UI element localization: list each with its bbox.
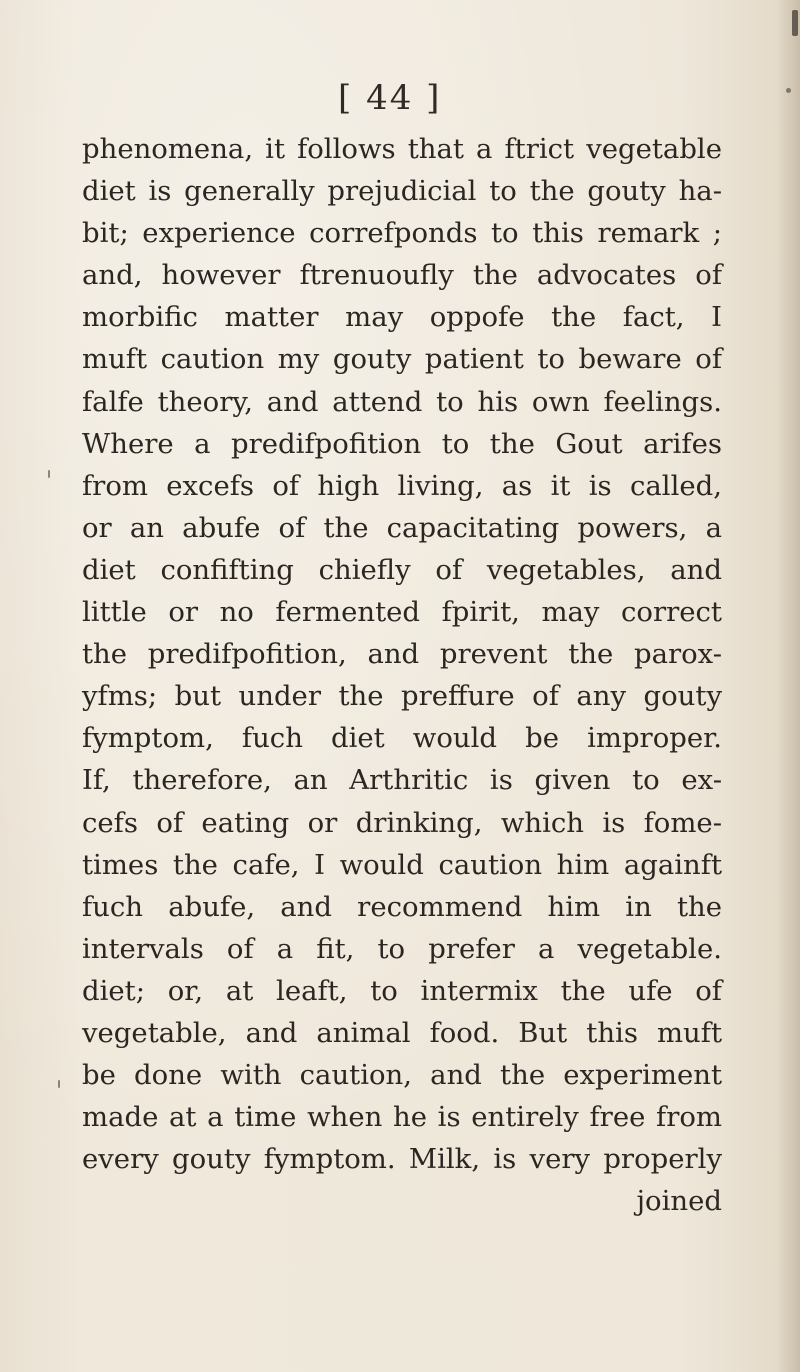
- body-text: [82, 128, 722, 1222]
- text-line: cefs of eating or drinking, which is fome-: [82, 806, 722, 839]
- text-line: falfe theory, and attend to his own feelings.: [82, 385, 722, 418]
- text-line: times the cafe, I would caution him againft: [82, 848, 722, 881]
- ink-speck: [48, 470, 50, 478]
- text-line: Where a predifpofition to the Gout arifes: [82, 427, 722, 460]
- catchword: joined: [636, 1185, 722, 1218]
- text-line: yfms; but under the preffure of any gouty: [82, 680, 722, 713]
- text-line: fuch abufe, and recommend him in the: [82, 890, 722, 923]
- text-line: phenomena, it follows that a ftrict vegetable: [82, 133, 722, 165]
- text-line: vegetable, and animal food. But this muft: [82, 1016, 722, 1049]
- text-line: from excefs of high living, as it is called,: [82, 469, 722, 502]
- text-line: diet is generally prejudicial to the gouty ha-: [82, 175, 722, 208]
- text-line: morbific matter may oppofe the fact, I: [82, 301, 722, 334]
- text-line: bit; experience correfponds to this remark ;: [82, 217, 722, 250]
- text-line: little or no fermented fpirit, may correct: [82, 596, 722, 629]
- text-line: made at a time when he is entirely free from: [82, 1101, 722, 1134]
- text-line: diet; or, at leaft, to intermix the ufe of: [82, 974, 722, 1007]
- text-line: fymptom, fuch diet would be improper.: [82, 722, 722, 755]
- ink-speck: [792, 10, 798, 36]
- page-edge-shadow: [776, 0, 800, 1372]
- text-line: diet confifting chiefly of vegetables, and: [82, 553, 722, 586]
- text-line: the predifpofition, and prevent the parox-: [82, 638, 722, 671]
- text-line: every gouty fymptom. Milk, is very properly: [82, 1143, 722, 1176]
- text-line: intervals of a fit, to prefer a vegetable.: [82, 932, 722, 965]
- ink-speck: [58, 1080, 60, 1088]
- text-line: or an abufe of the capacitating powers, a: [82, 511, 722, 544]
- ink-speck: [786, 88, 791, 93]
- page-number-header: [ 44 ]: [338, 78, 442, 118]
- text-line: be done with caution, and the experiment: [82, 1059, 722, 1092]
- text-line: If, therefore, an Arthritic is given to ex-: [82, 764, 722, 797]
- text-line: and, however ftrenuoufly the advocates of: [82, 259, 722, 292]
- text-line: muft caution my gouty patient to beware of: [82, 343, 722, 376]
